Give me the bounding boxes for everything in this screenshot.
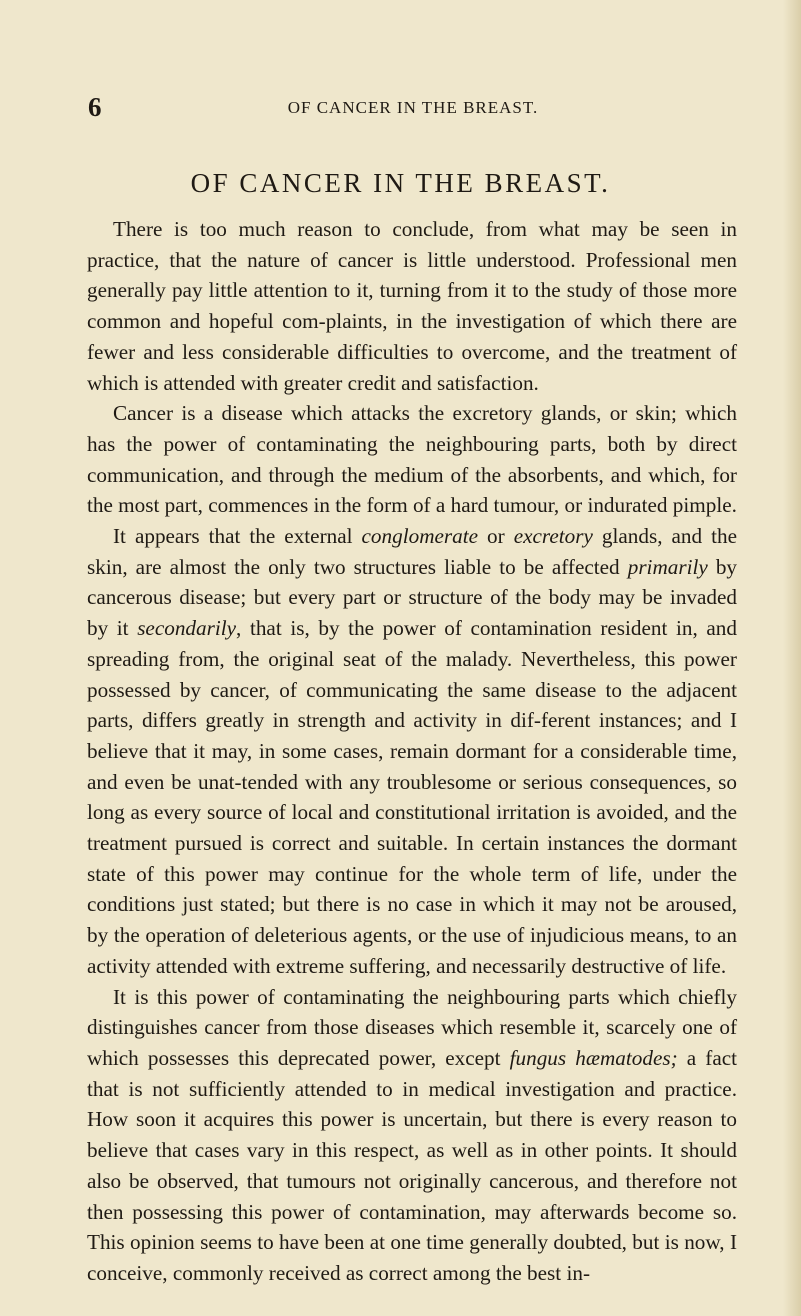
paragraph-4-text: It is this power of contaminating the neighbouring parts which chiefly distinguishes cancer from those diseases which resemble it, scarcely one of which possesses this deprecated power, except — [87, 984, 737, 1070]
paragraph-3-text: glands, and the skin, are almost the only two structures liable to be affected — [87, 524, 738, 579]
term-secondarily: secondarily — [137, 616, 237, 641]
paragraph-4-text: a fact that is not sufficiently attended to in medical investigation and practice. How soon it acquires this power is uncertain, but there is every reason to believe that cases vary in this respect, as well as in other points. It should also be observed, that tumours not originally cancerous, and therefore not then possessing this power of contamination, may afterwards become so. This opinion seems to have been at one time generally doubted, but is now, I conceive, commonly received as correct among the best in- — [87, 1045, 738, 1285]
body-text — [87, 214, 737, 1289]
paragraph-2: Cancer is a disease which attacks the excretory glands, or skin; which has the power of contaminating the neighbouring parts, both by direct communication, and through the medium of the absorbents, and which, for the most part, commences in the form of a hard tumour, or indurated pimple. — [87, 401, 737, 518]
paragraph-1: There is too much reason to conclude, from what may be seen in practice, that the nature of cancer is little understood. Professional men generally pay little attention to it, turning from it to the study of those more common and hopeful com-plaints, in the investigation of which there are fewer and less considerable difficulties to overcome, and the treatment of which is attended with greater credit and satisfaction. — [87, 217, 737, 395]
paragraph-3 — [87, 521, 737, 982]
paragraph-4 — [87, 982, 737, 1289]
running-head-title: OF CANCER IN THE BREAST. — [287, 98, 539, 117]
paragraph-3-text: or — [478, 524, 514, 549]
paragraph-3-text: , that is, by the power of contamination resident in, and spreading from, the original seat of the malady. Nevertheless, this power possessed by cancer, of communicating the same disease to the adjacent parts, differs greatly in strength and activity in dif-ferent instances; and I believe that it may, in some cases, remain dormant for a considerable time, and even be unat-tended with any troublesome or serious consequences, so long as every source of local and constitutional irritation is avoided, and the treatment pursued is correct and suitable. In certain instances the dormant state of this power may continue for the whole term of life, under the conditions just stated; but there is no case in which it may not be aroused, by the operation of deleterious agents, or the use of injudicious means, to an activity attended with extreme suffering, and necessarily destructive of life. — [87, 616, 737, 978]
paragraph-3-text: It appears that the external — [113, 524, 362, 549]
paragraph-3-text: by cancerous disease; but every part or structure of the body may be invaded by it — [87, 554, 738, 641]
term-fungus-haematodes: fungus hæmatodes; — [509, 1045, 678, 1070]
term-primarily: primarily — [627, 554, 708, 579]
chapter-title: OF CANCER IN THE BREAST. — [190, 168, 611, 198]
page-number: 6 — [88, 92, 102, 122]
term-excretory: excretory — [513, 524, 593, 549]
term-conglomerate: conglomerate — [361, 524, 479, 549]
running-header — [88, 92, 738, 122]
